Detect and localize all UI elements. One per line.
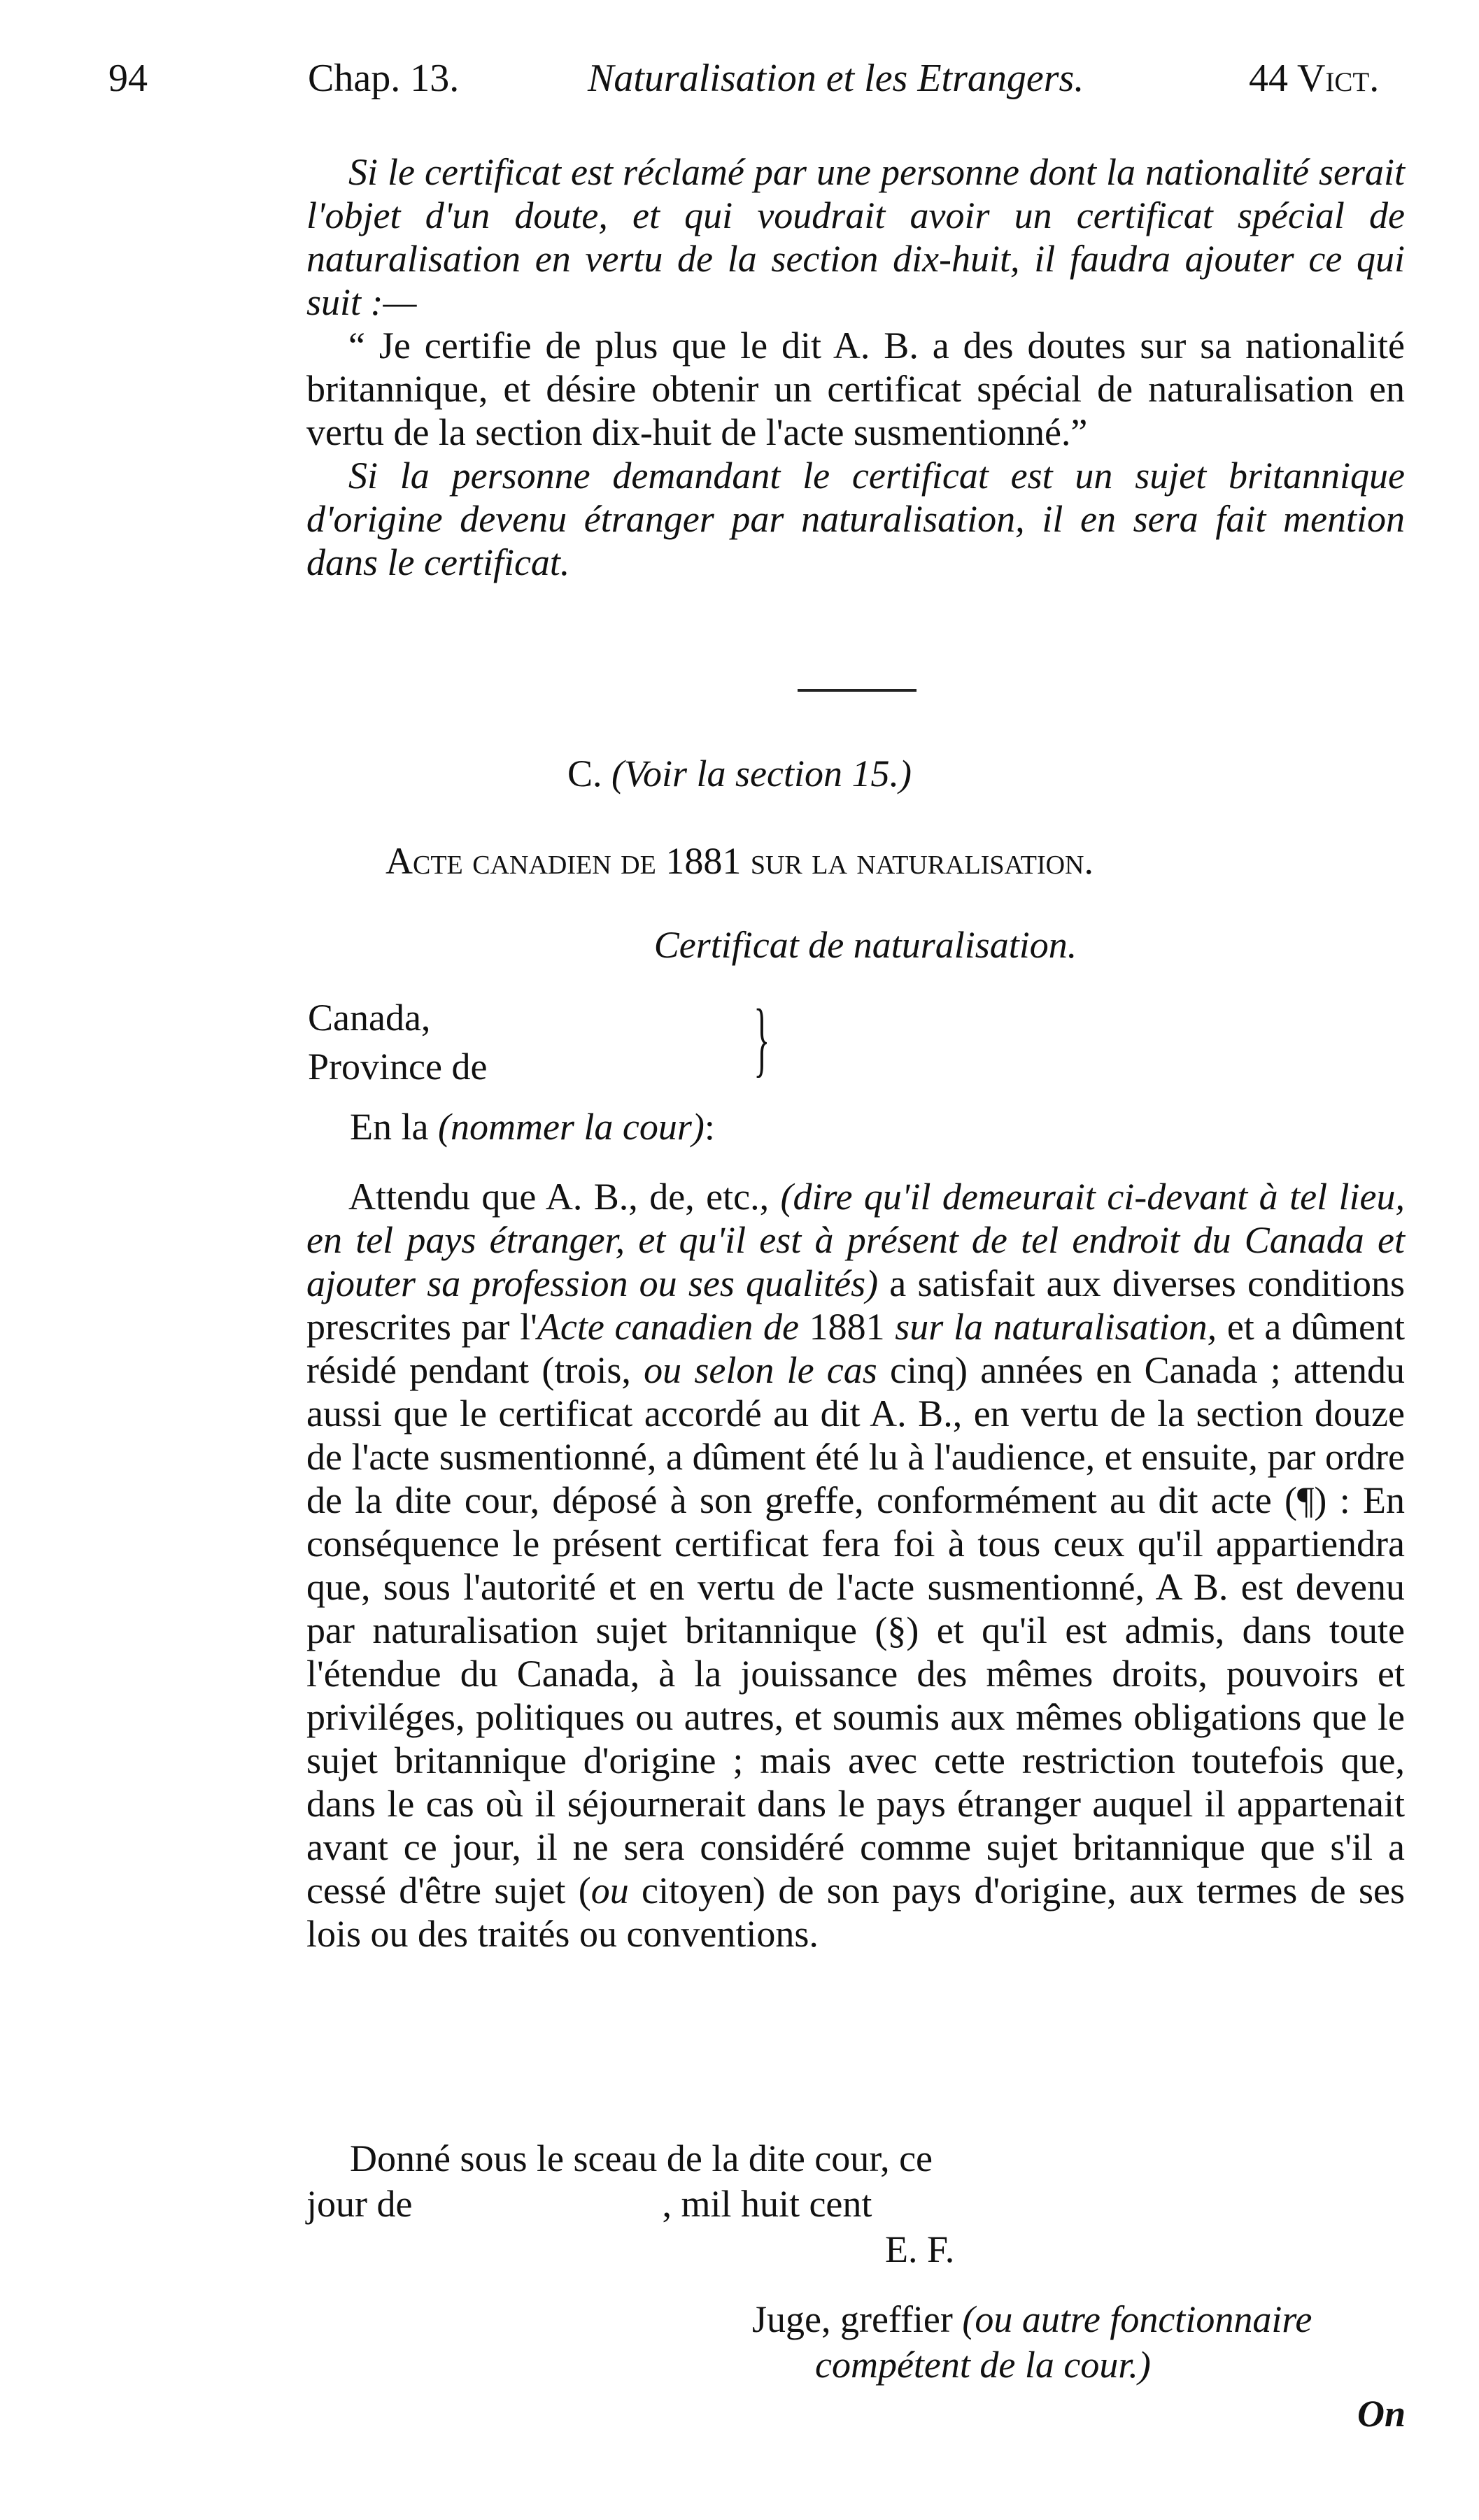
body-text: citoyen) de son pays d'origine, aux termes de ses lois ou des traités ou conventions. — [306, 1870, 1405, 1955]
intro-paragraph-2: “ Je certifie de plus que le dit A. B. a des doutes sur sa nationalité britannique, et désire obtenir un certificat spécial de naturalisation en vertu de la section dix-huit de l'acte susmentionné.” — [306, 325, 1405, 453]
header-title: Naturalisation et les Etrangers. — [588, 57, 1084, 100]
court-placeholder: (nommer la cour) — [437, 1106, 705, 1148]
intro-paragraph-1: Si le certificat est réclamé par une personne dont la nationalité serait l'objet d'un doute, et qui voudrait avoir un certificat spécial de naturalisation en vertu de la section dix-huit, il faudra ajouter ce qui suit :— — [306, 151, 1405, 323]
page-number: 94 — [108, 57, 148, 100]
signer-title: Juge, greffier — [752, 2298, 963, 2340]
intro-paragraph-3: Si la personne demandant le certificat est un sujet britannique d'origine devenu étranger par naturalisation, il en sera fait mention dans le certificat. — [306, 455, 1405, 583]
body-text: cinq) années en Canada ; attendu aussi que le certificat accordé au dit A. B., en vertu de la section douze de l'acte susmentionné, a dûment été lu à l'audience, et ensuite, par ordre de la dite cour, déposé à son greffe, conformément au dit acte (¶) : En conséquence le présent certificat fera foi à tous ceux qu'il appartiendra que, sous l'autorité et en vertu de l'acte susmentionné, A B. est devenu par naturalisation sujet britannique (§) et qu'il est admis, dans toute l'étendue du Canada, à la jouissance des mêmes droits, pouvoirs et priviléges, politiques ou autres, et soumis aux mêmes obligations que le sujet britannique d'origine ; mais avec cette restriction toutefois que, dans le cas où il séjournerait dans le pays étranger auquel il appartenait avant ce jour, il ne sera considéré comme sujet britannique que s'il a cessé d'être sujet ( — [306, 1349, 1405, 1912]
signer-title-line-2: compétent de la cour.) — [815, 2344, 1151, 2386]
body-text: a satisfait aux diverses conditions prescrites par l' — [306, 1262, 1405, 1348]
form-section-ref: (Voir la section 15.) — [611, 753, 912, 795]
body-text-italic: sur la naturalisation, — [895, 1306, 1217, 1348]
body-text-italic: (dire qu'il demeurait ci-devant à tel lieu, en tel pays étranger, et qu'il est à présent de tel endroit du Canada et ajouter sa profession ou ses qualités) — [306, 1176, 1405, 1304]
act-title: Acte canadien de 1881 sur la naturalisation. — [385, 840, 1094, 882]
court-prefix: En la — [350, 1106, 429, 1148]
given-line-2 — [306, 2182, 872, 2226]
form-letter: C. — [567, 753, 602, 795]
body-text: Attendu que A. B., de, etc., — [348, 1176, 781, 1218]
body-text: 1881 — [799, 1306, 896, 1348]
given-line-1: Donné sous le sceau de la dite cour, ce — [350, 2137, 933, 2179]
form-heading — [0, 752, 1479, 795]
court-line — [350, 1105, 715, 1148]
intro-section — [306, 150, 1405, 584]
chapter-label: Chap. 13. — [308, 57, 460, 100]
header-year: 44 Vict. — [1249, 57, 1380, 100]
body-text-italic: ou selon le cas — [644, 1349, 877, 1391]
signer-initials: E. F. — [885, 2228, 955, 2270]
body-text: et a dûment résidé pendant (trois, — [306, 1306, 1406, 1391]
signer-title-line-1 — [752, 2298, 1312, 2341]
location-country: Canada, — [308, 997, 431, 1039]
body-text-italic: ou — [590, 1870, 629, 1912]
certificate-body — [306, 1175, 1405, 1956]
given-year: , mil huit cent — [662, 2183, 872, 2225]
body-text-italic: Acte canadien de — [537, 1306, 799, 1348]
certificate-subtitle: Certificat de naturalisation. — [653, 924, 1077, 966]
catchword: On — [1357, 2393, 1406, 2435]
running-header — [0, 56, 1479, 119]
section-divider — [798, 689, 917, 692]
location-brace: } — [753, 992, 770, 1085]
certificate-paragraph — [306, 1175, 1405, 1956]
signer-alt: (ou autre fonctionnaire — [962, 2298, 1312, 2340]
location-block — [308, 993, 487, 1091]
given-day: jour de — [306, 2183, 413, 2225]
location-province: Province de — [308, 1046, 488, 1088]
court-suffix: : — [704, 1106, 715, 1148]
